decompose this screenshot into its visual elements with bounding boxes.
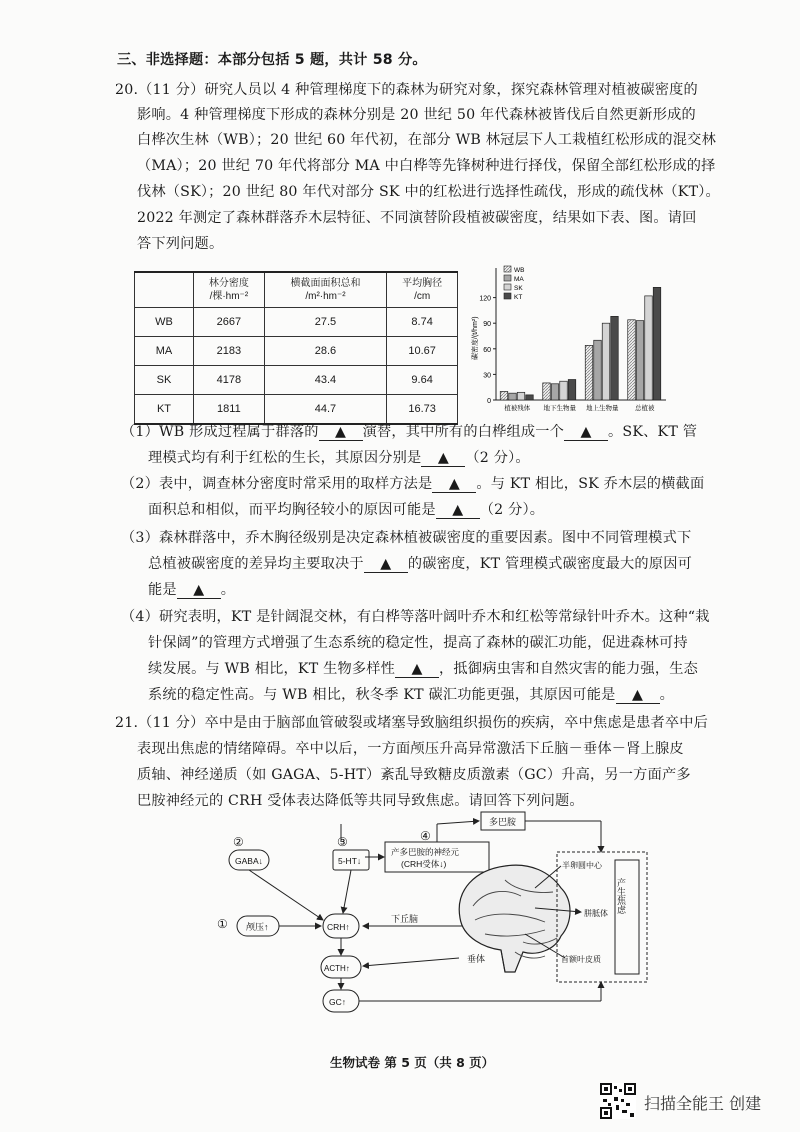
- table-cell: WB: [135, 308, 194, 337]
- q4-text-c: 续发展。与 WB 相比，KT 生物多样性: [148, 661, 396, 677]
- chart-x-categories: [504, 403, 655, 412]
- corpus-label: 胼胝体: [584, 909, 608, 918]
- chart-bars: [500, 287, 661, 400]
- watermark-text: 扫描全能王 创建: [644, 1094, 762, 1113]
- bar-ma-1: [551, 384, 559, 400]
- table-cell: 2183: [194, 337, 265, 366]
- table-cell: 4178: [194, 366, 265, 395]
- q20-sub3-line2: [148, 553, 692, 573]
- q2-text-d: （2 分）。: [479, 502, 545, 518]
- legend-swatch: [504, 284, 511, 290]
- bar-wb-1: [543, 383, 551, 400]
- table-header-cell: [194, 272, 265, 308]
- crh-label: CRH↑: [327, 922, 350, 932]
- q2-text-b: 。与 KT 相比，SK 乔木层的横截面: [476, 476, 705, 492]
- bar-kt-2: [611, 316, 619, 400]
- table-cell: 44.7: [264, 395, 387, 425]
- q20-sub4-line1: （4）研究表明，KT 是针阔混交林，有白桦等落叶阔叶乔木和红松等常绿针叶乔木。这种“栽: [121, 609, 710, 625]
- bar-ma-0: [509, 393, 517, 400]
- table-header-cell: [135, 272, 194, 308]
- legend-label: MA: [514, 276, 524, 283]
- table-header-cell: [387, 272, 458, 308]
- q4-text-d: ，抵御病虫害和自然灾害的能力强，生态: [439, 661, 699, 677]
- answer-blank[interactable]: ▲: [432, 476, 476, 493]
- q4-text-f: 。: [659, 687, 674, 703]
- header-density: 林分密度 /棵·hm⁻²: [208, 278, 249, 302]
- header-dbh: 平均胸径 /cm: [402, 278, 443, 302]
- q20-sub1-line1: [121, 421, 697, 441]
- x-category-label: 植被残体: [504, 405, 531, 412]
- qr-code-icon: [600, 1083, 636, 1119]
- q2-text-c: 面积总和相似，而平均胸径较小的原因可能是: [148, 502, 436, 518]
- q1-text-a: （1）WB 形成过程属于群落的: [121, 424, 319, 440]
- dopamine-neuron-label: 产多巴胺的神经元: [391, 847, 460, 857]
- y-tick-label: 120: [479, 295, 491, 303]
- bar-kt-3: [653, 287, 661, 400]
- x-category-label: 地下生物量: [543, 405, 576, 412]
- chart-y-ticks: [479, 296, 496, 405]
- q20-sub3-line3: [148, 579, 235, 599]
- table-cell: 9.64: [387, 366, 458, 395]
- legend-swatch: [504, 275, 511, 281]
- q3-text-e: 。: [220, 582, 236, 598]
- arrow-neuron-dopamine: [437, 821, 479, 824]
- chart-ylabel: 碳密度/(t/hm²): [472, 316, 479, 360]
- q4-text-e: 系统的稳定性高。与 WB 相比，秋冬季 KT 碳汇功能更强，其原因可能是: [148, 687, 616, 703]
- table-cell: 8.74: [387, 308, 458, 337]
- x-category-label: 地上生物量: [586, 405, 619, 412]
- y-tick-label: 60: [483, 346, 491, 354]
- dopamine-label: 多巴胺: [489, 817, 517, 827]
- bar-ma-2: [594, 340, 602, 400]
- legend-label: SK: [514, 285, 523, 292]
- y-tick-label: 90: [483, 321, 491, 329]
- bar-wb-0: [500, 391, 508, 400]
- arrow-pituitary-acth: [363, 958, 459, 966]
- legend-label: KT: [514, 294, 523, 301]
- legend-swatch: [504, 293, 511, 299]
- bar-wb-3: [628, 320, 636, 400]
- dopamine-neuron-receptor: (CRH受体↓): [401, 859, 447, 869]
- pituitary-label: 垂体: [467, 954, 486, 964]
- q1-text-e: （2 分）。: [465, 450, 530, 466]
- scanner-watermark: [600, 1083, 790, 1123]
- page-footer: 生物试卷 第 5 页（共 8 页）: [330, 1055, 495, 1070]
- q20-line-3: 白桦次生林（WB）；20 世纪 60 年代初，在部分 WB 林冠层下人工栽植红松形成的混交林: [137, 132, 716, 148]
- stroke-anxiety-diagram: [205, 810, 665, 1020]
- table-cell: MA: [135, 337, 194, 366]
- table-cell: 2667: [194, 308, 265, 337]
- bar-sk-3: [645, 296, 653, 400]
- serotonin-label: 5-HT↓: [338, 856, 362, 866]
- q3-text-d: 能是: [148, 582, 177, 598]
- legend-swatch: [504, 266, 511, 272]
- table-cell: KT: [135, 395, 194, 425]
- bar-sk-1: [560, 381, 568, 400]
- q20-sub3-line1: （3）森林群落中，乔木胸径级别是决定森林植被碳密度的重要因素。图中不同管理模式下: [121, 530, 692, 546]
- arrow-gaba-crh: [249, 870, 323, 920]
- carbon-density-chart: [470, 262, 670, 422]
- table-cell: 10.67: [387, 337, 458, 366]
- num-4: ④: [420, 829, 431, 843]
- table-header-row: [135, 272, 458, 308]
- answer-blank[interactable]: ▲: [319, 424, 363, 441]
- header-area: 横截面面积总和 /m²·hm⁻²: [290, 278, 361, 302]
- table-cell: 1811: [194, 395, 265, 425]
- q20-line-2: 影响。4 种管理梯度下形成的森林分别是 20 世纪 50 年代森林被皆伐后自然更新形成的: [137, 107, 696, 123]
- chart-legend: [504, 266, 524, 301]
- y-tick-label: 0: [487, 398, 491, 405]
- num-1: ①: [217, 917, 228, 931]
- table-row: [135, 395, 458, 425]
- answer-blank[interactable]: ▲: [395, 661, 439, 678]
- q20-sub1-line2: [148, 447, 530, 467]
- gaba-label: GABA↓: [235, 856, 263, 866]
- q20-sub4-line3: [148, 658, 698, 678]
- q20-line-1: 20.（11 分）研究人员以 4 种管理梯度下的森林为研究对象，探究森林管理对植被碳密度的: [115, 82, 698, 98]
- table-row: [135, 337, 458, 366]
- amygdala-label: 半卵圆中心: [562, 861, 602, 870]
- q20-line-6: 2022 年测定了森林群落乔木层特征、不同演替阶段植被碳密度，结果如下表、图。请回: [137, 210, 697, 226]
- table-row: [135, 308, 458, 337]
- table-cell: 28.6: [264, 337, 387, 366]
- q2-text-a: （2）表中，调查林分密度时常采用的取样方法是: [121, 476, 433, 492]
- q21-line-2: 表现出焦虑的情绪障碍。卒中以后，一方面颅压升高异常激活下丘脑－垂体－肾上腺皮: [137, 741, 684, 757]
- table-cell: SK: [135, 366, 194, 395]
- q3-text-c: 的碳密度，KT 管理模式碳密度最大的原因可: [407, 556, 692, 572]
- num-2: ②: [233, 835, 244, 849]
- bar-sk-2: [602, 323, 610, 400]
- y-tick-label: 30: [483, 372, 491, 380]
- table-cell: 27.5: [264, 308, 387, 337]
- q1-text-b: 演替，其中所有的白桦组成一个: [362, 424, 565, 440]
- q20-sub2-line1: [121, 473, 704, 493]
- bar-sk-0: [517, 392, 525, 400]
- q20-line-4: （MA）；20 世纪 70 年代将部分 MA 中白桦等先锋树种进行择伐，保留全部红松形成的择: [137, 158, 716, 174]
- x-category-label: 总植被: [635, 405, 655, 412]
- anxiety-label: 产生焦虑: [616, 878, 626, 914]
- forest-table: [134, 271, 458, 425]
- cortex-label: 首额叶皮质: [561, 955, 601, 964]
- table-row: [135, 366, 458, 395]
- num-3: ③: [337, 835, 348, 849]
- legend-label: WB: [514, 267, 525, 274]
- bar-wb-2: [585, 345, 593, 400]
- table-cell: 43.4: [264, 366, 387, 395]
- q3-text-b: 总植被碳密度的差异均主要取决于: [148, 556, 364, 572]
- q21-line-4: 巴胺神经元的 CRH 受体表达降低等共同导致焦虑。请回答下列问题。: [137, 793, 584, 809]
- icp-label: 颅压↑: [246, 922, 269, 932]
- answer-blank[interactable]: ▲: [436, 502, 480, 519]
- q20-sub2-line2: [148, 499, 544, 519]
- arrow-5ht-crh: [343, 870, 351, 913]
- section-header: 三、非选择题：本部分包括 5 题，共计 58 分。: [117, 52, 427, 68]
- bar-kt-0: [526, 395, 534, 400]
- q20-line-7: 答下列问题。: [137, 236, 224, 252]
- q21-line-1: 21.（11 分）卒中是由于脑部血管破裂或堵塞导致脑组织损伤的疾病，卒中焦虑是患者卒中后: [115, 715, 709, 731]
- gc-label: GC↑: [329, 997, 346, 1007]
- hypothalamus-label: 下丘脑: [391, 914, 419, 924]
- bar-ma-3: [636, 321, 644, 400]
- answer-blank[interactable]: ▲: [421, 450, 465, 467]
- table-cell: 16.73: [387, 395, 458, 425]
- q1-text-d: 理模式均有利于红松的生长，其原因分别是: [148, 450, 422, 466]
- answer-blank[interactable]: ▲: [364, 556, 408, 573]
- answer-blank[interactable]: ▲: [616, 687, 660, 704]
- bar-kt-1: [568, 380, 576, 400]
- answer-blank[interactable]: ▲: [177, 582, 221, 599]
- q1-text-c: 。SK、KT 管: [608, 424, 698, 440]
- q20-line-5: 伐林（SK）；20 世纪 80 年代对部分 SK 中的红松进行选择性疏伐，形成的疏伐林（KT）。: [137, 184, 720, 200]
- q21-line-3: 质轴、神经递质（如 GAGA、5-HT）紊乱导致糖皮质激素（GC）升高，另一方面产多: [137, 767, 691, 783]
- table-header-cell: [264, 272, 387, 308]
- q20-sub4-line4: [148, 684, 674, 704]
- acth-label: ACTH↑: [324, 964, 350, 973]
- answer-blank[interactable]: ▲: [564, 424, 608, 441]
- q20-sub4-line2: 针保阔”的管理方式增强了生态系统的稳定性，提高了森林的碳汇功能，促进森林可持: [148, 635, 688, 651]
